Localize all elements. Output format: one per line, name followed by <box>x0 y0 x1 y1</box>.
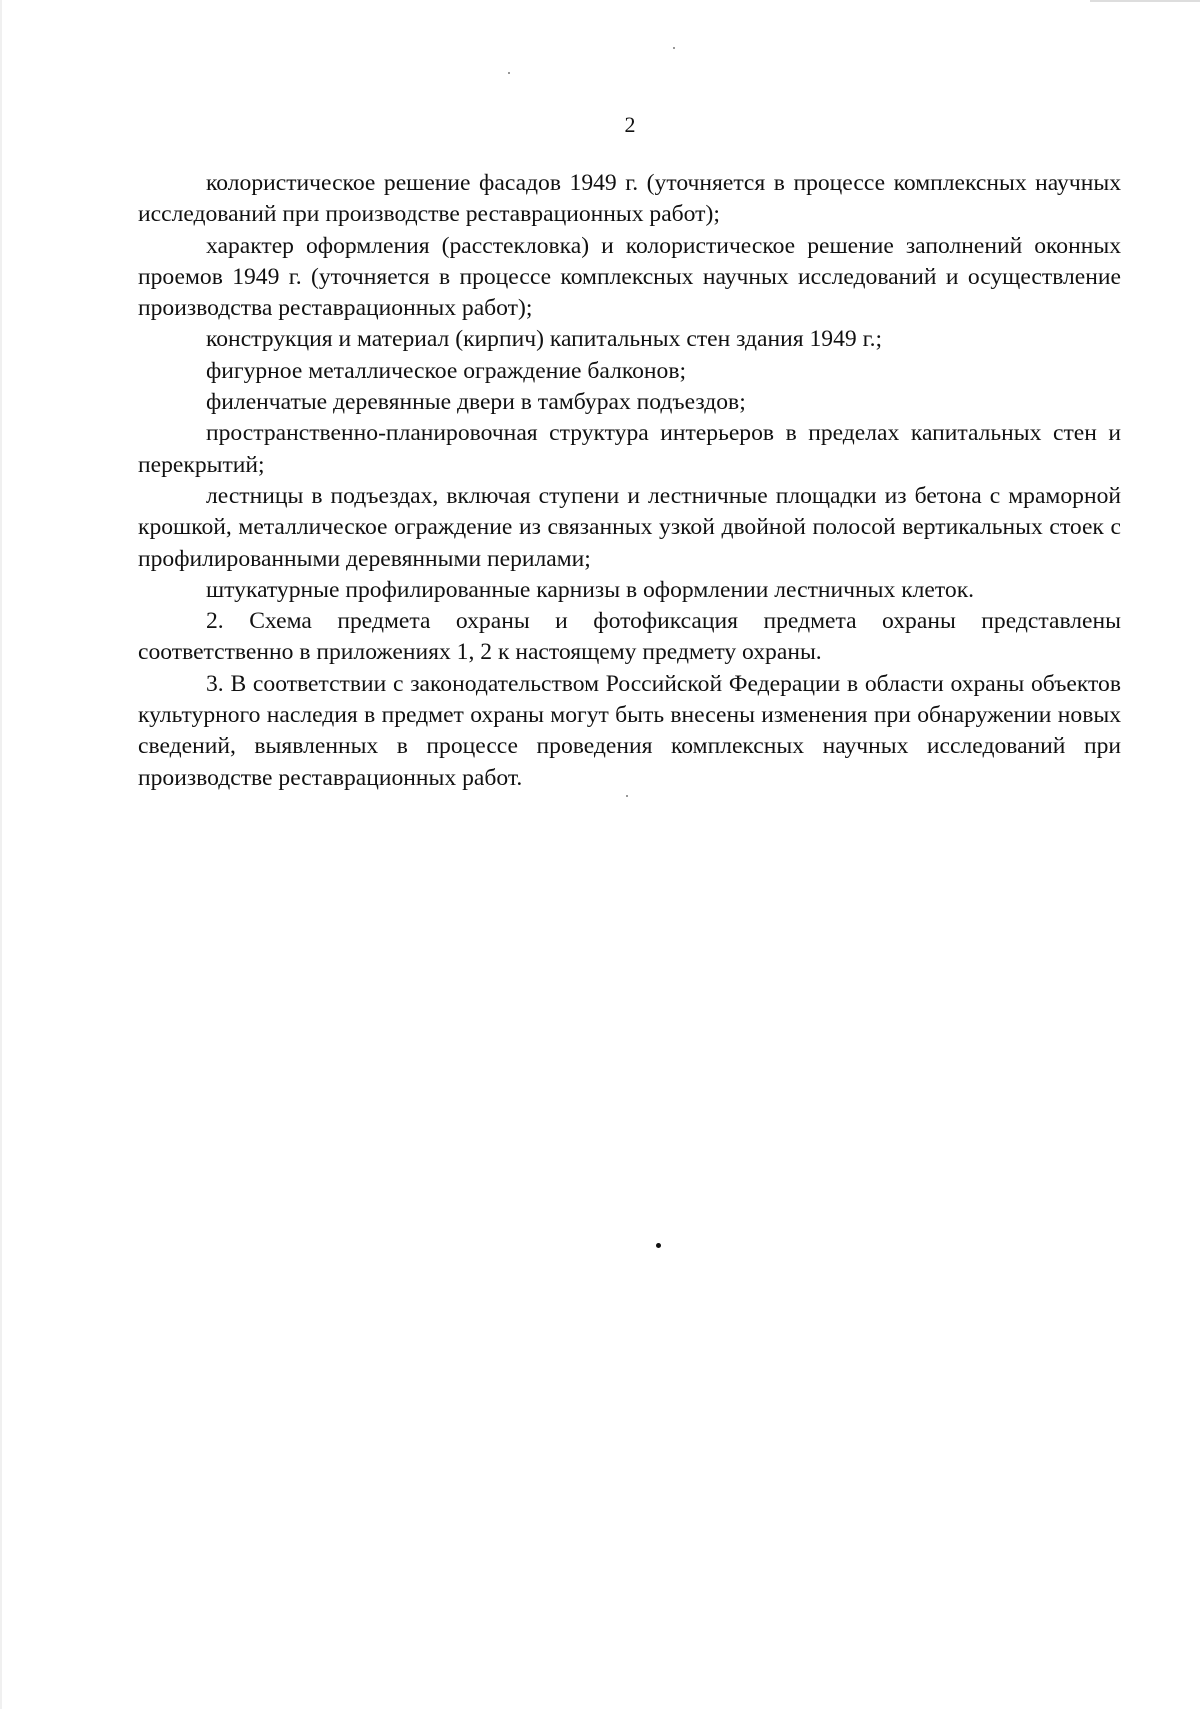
paragraph-cornices: штукатурные профилированные карнизы в оформлении лестничных клеток. <box>206 576 975 603</box>
paragraph-balcony-railing: фигурное металлическое ограждение балконов; <box>206 357 687 384</box>
paragraph-facade-colors: колористическое решение фасадов 1949 г. (уточняется в процессе комплексных научных исследований при производстве реставрационных работ); <box>138 170 1121 228</box>
paragraph-staircases: лестницы в подъездах, включая ступени и лестничные площадки из бетона с мраморной крошкой, металлическое ограждение из связанных узкой двойной полосой вертикальных стоек с профилированными деревянными перилами; <box>138 482 1121 572</box>
scan-edge-mark <box>0 0 2 1709</box>
paragraph-interior-structure: пространственно-планировочная структура интерьеров в пределах капитальных стен и перекрытий; <box>138 420 1121 478</box>
scan-speck-mark <box>673 47 675 49</box>
scan-speck-mark <box>626 795 628 797</box>
paragraph-window-fillings: характер оформления (расстекловка) и колористическое решение заполнений оконных проемов 1949 г. (уточняется в процессе комплексных научных исследований и осуществление производства реставрационных работ); <box>138 232 1121 322</box>
scan-dot-mark <box>656 1243 661 1248</box>
paragraph-walls-material: конструкция и материал (кирпич) капитальных стен здания 1949 г.; <box>206 326 883 353</box>
paragraph-item-3: 3. В соответствии с законодательством Российской Федерации в области охраны объектов культурного наследия в предмет охраны могут быть внесены изменения при обнаружении новых сведений, выявленных в процессе проведения комплексных научных исследований при производстве реставрационных работ. <box>138 670 1121 791</box>
paragraph-panel-doors: филенчатые деревянные двери в тамбурах подъездов; <box>206 389 746 416</box>
scan-speck-mark <box>508 72 510 74</box>
page-number: 2 <box>624 112 636 137</box>
scan-edge-mark <box>1090 0 1200 2</box>
document-body <box>138 168 1121 794</box>
paragraph-item-2: 2. Схема предмета охраны и фотофиксация предмета охраны представлены соответственно в приложениях 1, 2 к настоящему предмету охраны. <box>138 608 1121 666</box>
